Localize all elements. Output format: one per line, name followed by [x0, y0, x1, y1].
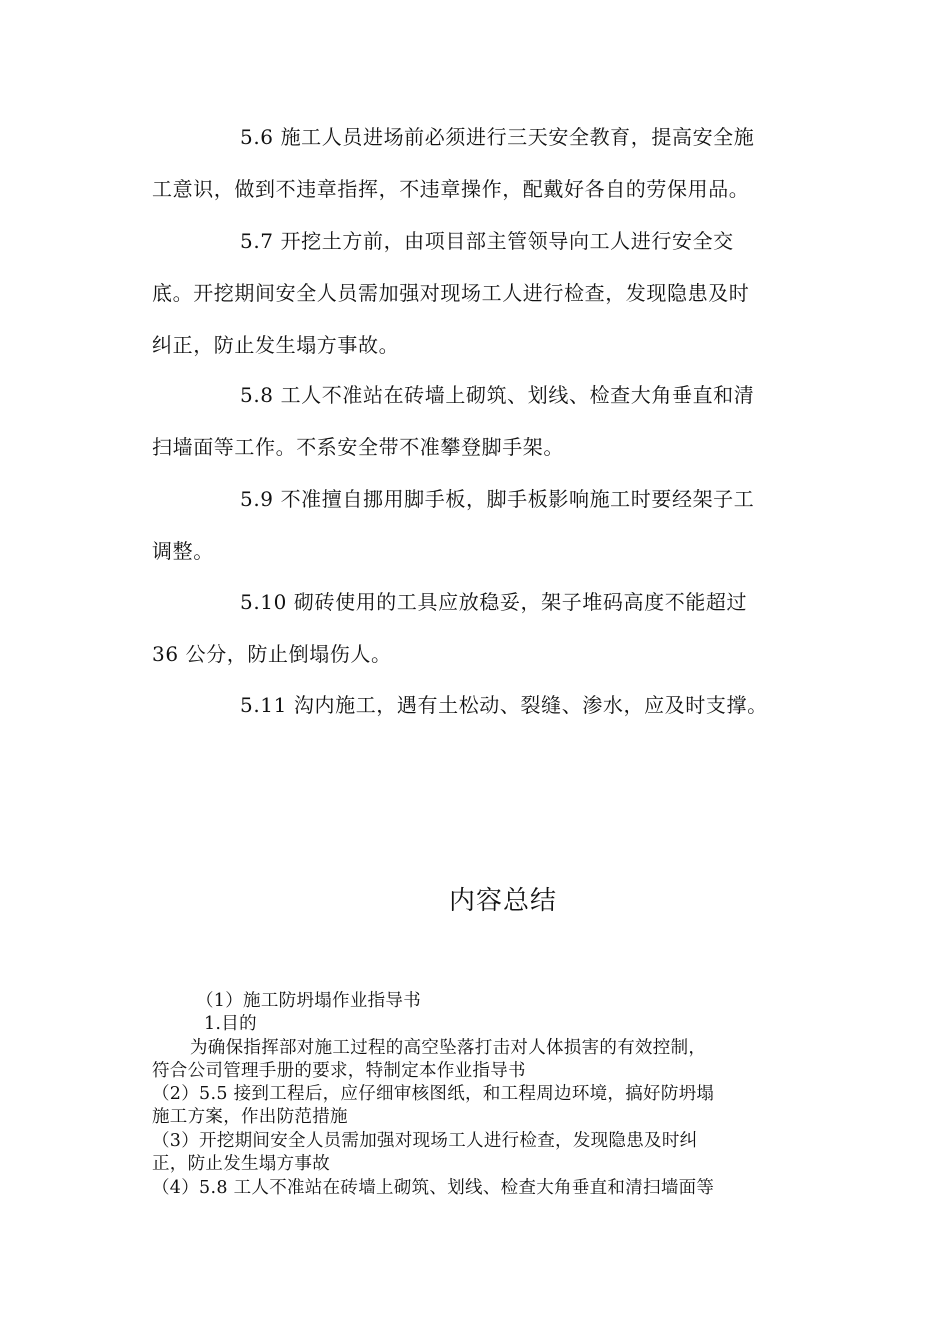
- summary-line: 符合公司管理手册的要求，特制定本作业指导书: [152, 1061, 526, 1081]
- paragraph-line: 36 公分，防止倒塌伤人。: [152, 642, 392, 666]
- summary-title: 内容总结: [448, 886, 557, 916]
- paragraph-line: 纠正，防止发生塌方事故。: [152, 333, 400, 357]
- paragraph-line: 5.8 工人不准站在砖墙上砌筑、划线、检查大角垂直和清: [240, 383, 755, 407]
- paragraph-line: 调整。: [152, 539, 214, 563]
- summary-line: 施工方案，作出防范措施: [152, 1107, 348, 1127]
- paragraph-line: 5.6 施工人员进场前必须进行三天安全教育，提高安全施: [240, 125, 755, 149]
- summary-line: （3）开挖期间安全人员需加强对现场工人进行检查，发现隐患及时纠: [152, 1131, 698, 1151]
- paragraph-line: 工意识，做到不违章指挥，不违章操作，配戴好各自的劳保用品。: [152, 177, 750, 201]
- summary-line: （1）施工防坍塌作业指导书: [196, 991, 422, 1011]
- summary-line: 1.目的: [204, 1014, 257, 1034]
- paragraph-line: 5.9 不准擅自挪用脚手板，脚手板影响施工时要经架子工: [240, 487, 755, 511]
- paragraph-line: 底。开挖期间安全人员需加强对现场工人进行检查，发现隐患及时: [152, 281, 750, 305]
- paragraph-line: 5.10 砌砖使用的工具应放稳妥，架子堆码高度不能超过: [240, 590, 748, 614]
- summary-line: 为确保指挥部对施工过程的高空坠落打击对人体损害的有效控制，: [190, 1038, 707, 1058]
- paragraph-line: 5.7 开挖土方前，由项目部主管领导向工人进行安全交: [240, 229, 734, 253]
- summary-line: 正，防止发生塌方事故: [152, 1154, 330, 1174]
- paragraph-line: 5.11 沟内施工，遇有土松动、裂缝、渗水，应及时支撑。: [240, 693, 768, 717]
- summary-line: （4）5.8 工人不准站在砖墙上砌筑、划线、检查大角垂直和清扫墙面等: [152, 1178, 715, 1198]
- summary-line: （2）5.5 接到工程后，应仔细审核图纸，和工程周边环境，搞好防坍塌: [152, 1084, 715, 1104]
- paragraph-line: 扫墙面等工作。不系安全带不准攀登脚手架。: [152, 435, 564, 459]
